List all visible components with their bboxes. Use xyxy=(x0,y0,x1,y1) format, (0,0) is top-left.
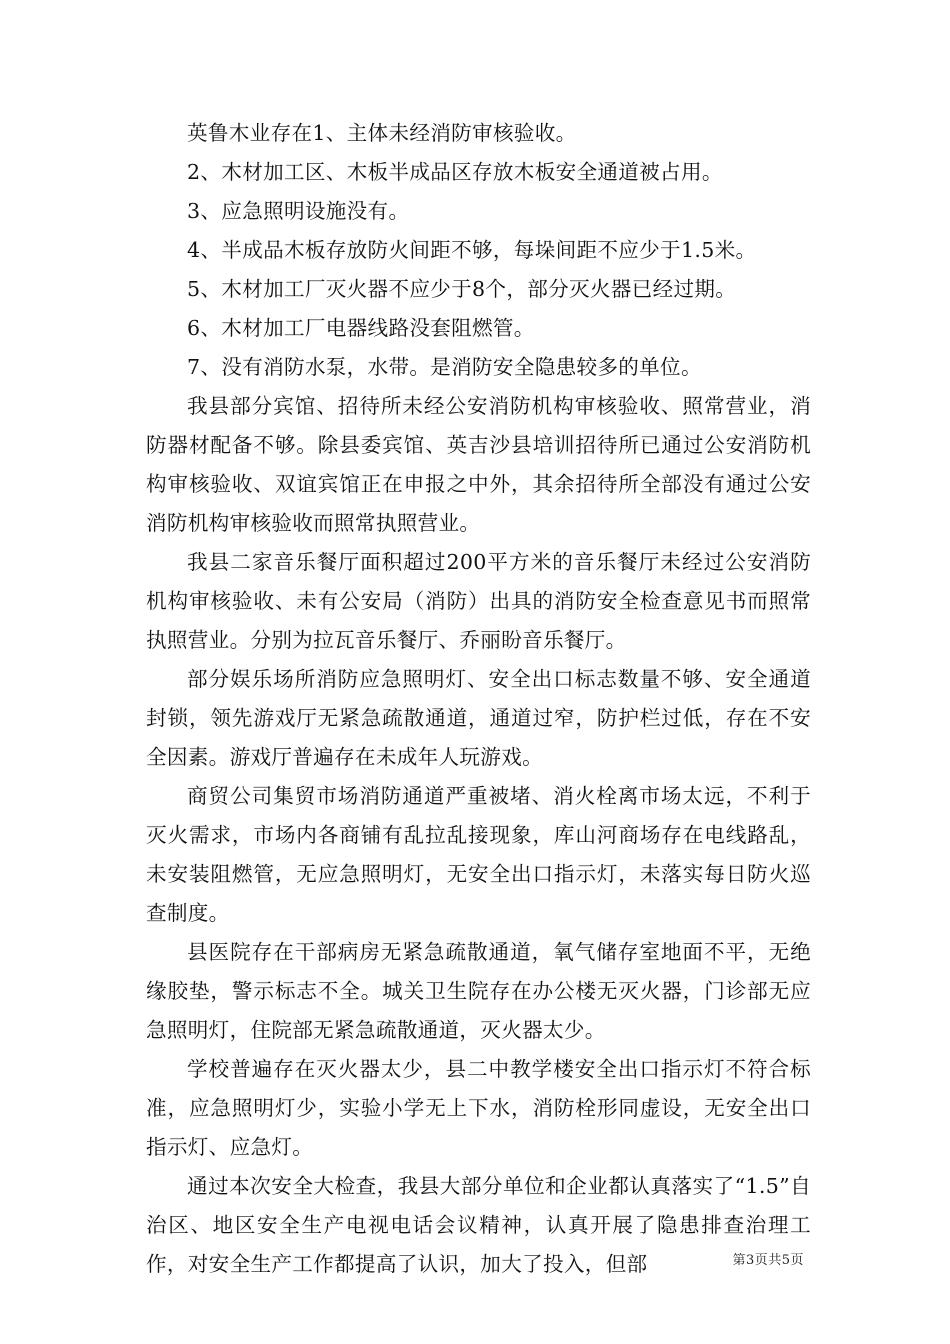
paragraph-summary: 通过本次安全大检查，我县大部分单位和企业都认真落实了“1.5”自治区、地区安全生产电视电话会议精神，认真开展了隐患排查治理工作，对安全生产工作都提高了认识，加大了投入，但部 xyxy=(146,1174,811,1276)
paragraph-music-restaurants: 我县二家音乐餐厅面积超过200平方米的音乐餐厅未经过公安消防机构审核验收、未有公安局（消防）出具的消防安全检查意见书而照常执照营业。分别为拉瓦音乐餐厅、乔丽盼音乐餐厅。 xyxy=(146,550,811,652)
paragraph-7: 7、没有消防水泵，水带。是消防安全隐患较多的单位。 xyxy=(187,355,702,379)
paragraph-6: 6、木材加工厂电器线路没套阻燃管。 xyxy=(187,316,535,340)
paragraph-3: 3、应急照明设施没有。 xyxy=(187,199,410,223)
paragraph-schools: 学校普遍存在灭火器太少，县二中教学楼安全出口指示灯不符合标准，应急照明灯少，实验小学无上下水，消防栓形同虚设，无安全出口指示灯、应急灯。 xyxy=(146,1057,811,1159)
paragraph-hotels: 我县部分宾馆、招待所未经公安消防机构审核验收、照常营业，消防器材配备不够。除县委宾馆、英吉沙县培训招待所已通过公安消防机构审核验收、双谊宾馆正在申报之中外，其余招待所全部没有通过公安消防机构审核验收而照常执照营业。 xyxy=(146,394,811,535)
paragraph-2: 2、木材加工区、木板半成品区存放木板安全通道被占用。 xyxy=(187,160,723,184)
page-number-footer: 第3页共5页 xyxy=(732,1253,804,1268)
document-body xyxy=(146,114,811,1284)
paragraph-5: 5、木材加工厂灭火器不应少于8个，部分灭火器已经过期。 xyxy=(187,277,737,301)
paragraph-market: 商贸公司集贸市场消防通道严重被堵、消火栓离市场太远，不利于灭火需求，市场内各商铺有乱拉乱接现象，库山河商场存在电线路乱，未安装阻燃管，无应急照明灯，无安全出口指示灯，未落实每日防火巡查制度。 xyxy=(146,784,811,925)
paragraph-hospital: 县医院存在干部病房无紧急疏散通道，氧气储存室地面不平，无绝缘胶垫，警示标志不全。城关卫生院存在办公楼无灭火器，门诊部无应急照明灯，住院部无紧急疏散通道，灭火器太少。 xyxy=(146,940,811,1042)
paragraph-4: 4、半成品木板存放防火间距不够，每垛间距不应少于1.5米。 xyxy=(187,238,757,262)
paragraph-1: 英鲁木业存在1、主体未经消防审核验收。 xyxy=(187,121,577,145)
paragraph-entertainment: 部分娱乐场所消防应急照明灯、安全出口标志数量不够、安全通道封锁，领先游戏厅无紧急疏散通道，通道过窄，防护栏过低，存在不安全因素。游戏厅普遍存在未成年人玩游戏。 xyxy=(146,667,811,769)
